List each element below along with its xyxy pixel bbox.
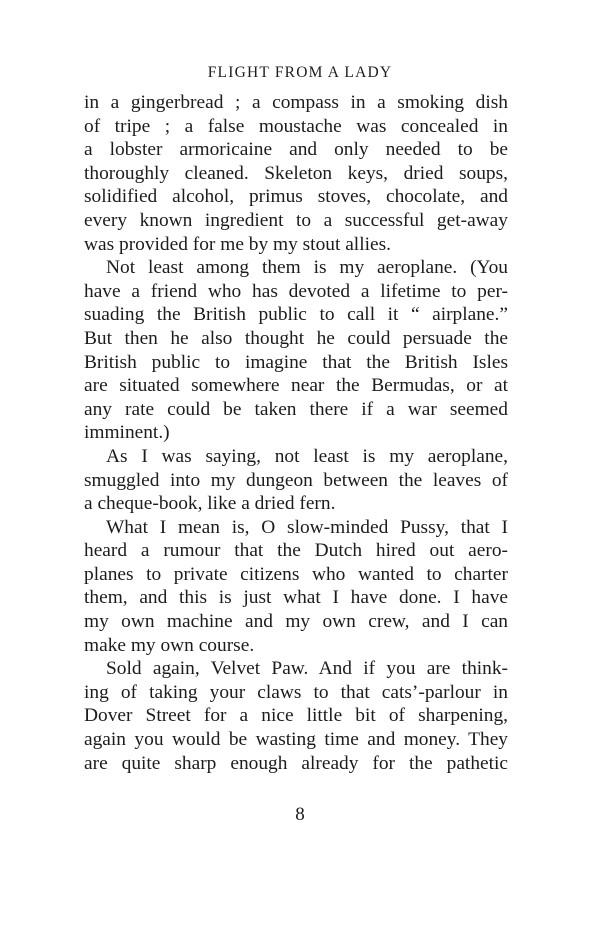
text-line: What I mean is, O slow-minded Pussy, that I: [106, 516, 508, 538]
text-line: Sold again, Velvet Paw. And if you are think-: [106, 658, 508, 680]
text-line: But then he also thought he could persuade the: [84, 327, 508, 349]
text-line: ing of taking your claws to that cats’-parlour in: [84, 681, 508, 703]
text-line: have a friend who has devoted a lifetime to per-: [84, 280, 508, 302]
text-line: British public to imagine that the British Isles: [84, 351, 508, 373]
page-number: 8: [295, 804, 305, 825]
text-line: are situated somewhere near the Bermudas, or at: [84, 375, 508, 397]
text-line: planes to private citizens who wanted to charter: [84, 563, 508, 585]
text-line: solidified alcohol, primus stoves, chocolate, and: [84, 186, 508, 208]
text-line: of tripe ; a false moustache was concealed in: [84, 115, 508, 137]
body-text: [84, 91, 508, 775]
text-line: Not least among them is my aeroplane. (You: [106, 257, 508, 279]
text-line: make my own course.: [84, 634, 255, 656]
text-line: was provided for me by my stout allies.: [84, 233, 391, 255]
text-line: thoroughly cleaned. Skeleton keys, dried soups,: [84, 162, 508, 184]
text-line: again you would be wasting time and money. They: [84, 729, 508, 751]
text-line: them, and this is just what I have done. I have: [84, 587, 508, 609]
text-line: As I was saying, not least is my aeroplane,: [106, 445, 508, 467]
text-line: heard a rumour that the Dutch hired out aero-: [84, 540, 508, 562]
running-head: FLIGHT FROM A LADY: [207, 64, 393, 81]
text-line: any rate could be taken there if a war seemed: [84, 398, 508, 420]
text-line: a cheque-book, like a dried fern.: [84, 493, 336, 515]
text-line: smuggled into my dungeon between the leaves of: [84, 469, 508, 491]
text-line: my own machine and my own crew, and I can: [84, 611, 508, 633]
text-line: suading the British public to call it “ airplane.”: [84, 304, 508, 326]
text-line: Dover Street for a nice little bit of sharpening,: [84, 705, 508, 727]
text-line: are quite sharp enough already for the pathetic: [84, 752, 508, 774]
text-line: in a gingerbread ; a compass in a smoking dish: [84, 92, 508, 113]
text-line: imminent.): [84, 422, 170, 444]
text-line: every known ingredient to a successful get-away: [84, 209, 508, 231]
text-line: a lobster armoricaine and only needed to be: [84, 139, 508, 161]
